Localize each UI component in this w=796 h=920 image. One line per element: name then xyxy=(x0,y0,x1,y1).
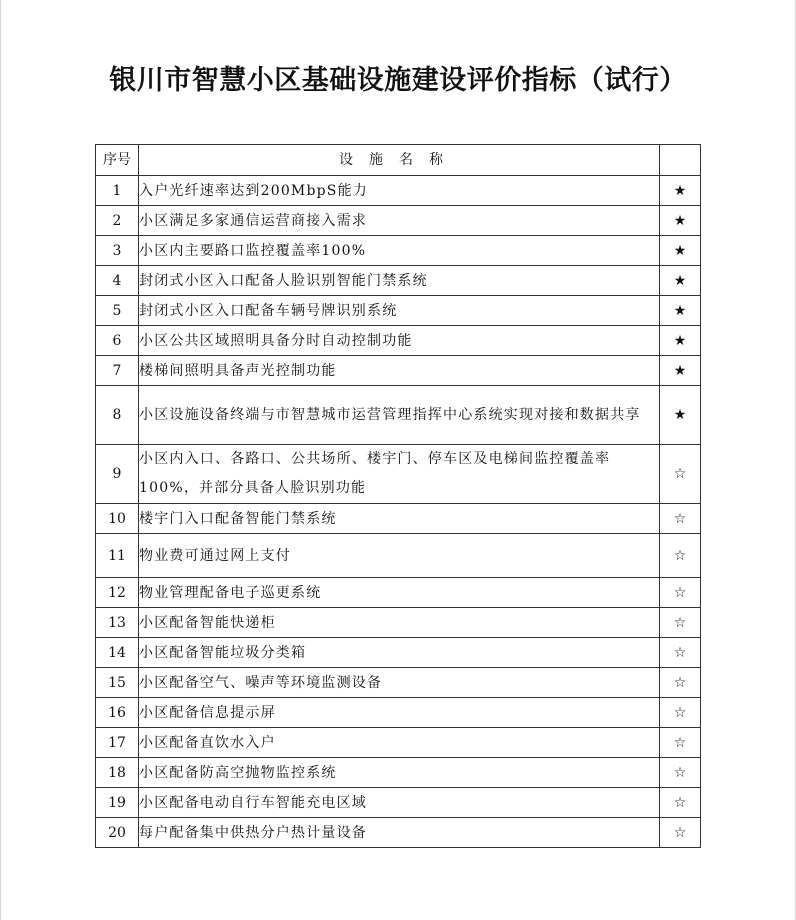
required-star-icon: ★ xyxy=(660,176,701,206)
header-facility-name: 设施名称 xyxy=(139,145,660,176)
optional-star-icon: ☆ xyxy=(660,668,701,698)
row-number: 19 xyxy=(96,788,139,818)
facility-name: 小区设施设备终端与市智慧城市运营管理指挥中心系统实现对接和数据共享 xyxy=(139,386,660,445)
required-star-icon: ★ xyxy=(660,326,701,356)
row-number: 14 xyxy=(96,638,139,668)
row-number: 16 xyxy=(96,698,139,728)
optional-star-icon: ☆ xyxy=(660,608,701,638)
required-star-icon: ★ xyxy=(660,386,701,445)
row-number: 7 xyxy=(96,356,139,386)
table-header-row xyxy=(96,145,701,176)
table-row xyxy=(96,296,701,326)
optional-star-icon: ☆ xyxy=(660,445,701,504)
table-row xyxy=(96,608,701,638)
row-number: 13 xyxy=(96,608,139,638)
facility-name: 小区配备直饮水入户 xyxy=(139,728,660,758)
table-row xyxy=(96,266,701,296)
row-number: 8 xyxy=(96,386,139,445)
table-row xyxy=(96,356,701,386)
facility-name: 物业费可通过网上支付 xyxy=(139,534,660,578)
facility-index-table xyxy=(95,144,701,848)
optional-star-icon: ☆ xyxy=(660,818,701,848)
header-mark xyxy=(660,145,701,176)
row-number: 4 xyxy=(96,266,139,296)
row-number: 18 xyxy=(96,758,139,788)
row-number: 20 xyxy=(96,818,139,848)
table-row xyxy=(96,386,701,445)
facility-name: 小区配备电动自行车智能充电区域 xyxy=(139,788,660,818)
table-row xyxy=(96,176,701,206)
facility-name: 物业管理配备电子巡更系统 xyxy=(139,578,660,608)
row-number: 12 xyxy=(96,578,139,608)
table-row xyxy=(96,326,701,356)
optional-star-icon: ☆ xyxy=(660,728,701,758)
required-star-icon: ★ xyxy=(660,236,701,266)
facility-name: 封闭式小区入口配备车辆号牌识别系统 xyxy=(139,296,660,326)
row-number: 15 xyxy=(96,668,139,698)
row-number: 9 xyxy=(96,445,139,504)
facility-name: 小区配备智能垃圾分类箱 xyxy=(139,638,660,668)
row-number: 1 xyxy=(96,176,139,206)
table-row xyxy=(96,578,701,608)
row-number: 17 xyxy=(96,728,139,758)
facility-name: 小区配备空气、噪声等环境监测设备 xyxy=(139,668,660,698)
optional-star-icon: ☆ xyxy=(660,698,701,728)
table-row xyxy=(96,758,701,788)
required-star-icon: ★ xyxy=(660,356,701,386)
table-row xyxy=(96,206,701,236)
row-number: 11 xyxy=(96,534,139,578)
optional-star-icon: ☆ xyxy=(660,578,701,608)
optional-star-icon: ☆ xyxy=(660,788,701,818)
header-serial-number: 序号 xyxy=(96,145,139,176)
facility-name: 小区配备智能快递柜 xyxy=(139,608,660,638)
optional-star-icon: ☆ xyxy=(660,534,701,578)
optional-star-icon: ☆ xyxy=(660,504,701,534)
facility-name: 小区内主要路口监控覆盖率100% xyxy=(139,236,660,266)
facility-name: 小区满足多家通信运营商接入需求 xyxy=(139,206,660,236)
facility-name: 小区公共区域照明具备分时自动控制功能 xyxy=(139,326,660,356)
facility-name: 小区配备防高空抛物监控系统 xyxy=(139,758,660,788)
facility-name: 楼梯间照明具备声光控制功能 xyxy=(139,356,660,386)
facility-name: 楼宇门入口配备智能门禁系统 xyxy=(139,504,660,534)
table-row xyxy=(96,534,701,578)
required-star-icon: ★ xyxy=(660,206,701,236)
row-number: 10 xyxy=(96,504,139,534)
required-star-icon: ★ xyxy=(660,296,701,326)
table-row xyxy=(96,788,701,818)
row-number: 5 xyxy=(96,296,139,326)
optional-star-icon: ☆ xyxy=(660,638,701,668)
table-row xyxy=(96,818,701,848)
required-star-icon: ★ xyxy=(660,266,701,296)
row-number: 2 xyxy=(96,206,139,236)
page-edge-left xyxy=(0,0,1,920)
table-row xyxy=(96,445,701,504)
table-row xyxy=(96,638,701,668)
table-row xyxy=(96,668,701,698)
table-row xyxy=(96,504,701,534)
table-row xyxy=(96,728,701,758)
table-row xyxy=(96,236,701,266)
facility-name: 每户配备集中供热分户热计量设备 xyxy=(139,818,660,848)
facility-name: 入户光纤速率达到200MbpS能力 xyxy=(139,176,660,206)
row-number: 3 xyxy=(96,236,139,266)
row-number: 6 xyxy=(96,326,139,356)
facility-name: 小区内入口、各路口、公共场所、楼宇门、停车区及电梯间监控覆盖率100%，并部分具备人脸识别功能 xyxy=(139,445,660,504)
facility-name: 小区配备信息提示屏 xyxy=(139,698,660,728)
table-row xyxy=(96,698,701,728)
optional-star-icon: ☆ xyxy=(660,758,701,788)
facility-name: 封闭式小区入口配备人脸识别智能门禁系统 xyxy=(139,266,660,296)
document-title: 银川市智慧小区基础设施建设评价指标（试行） xyxy=(109,65,687,96)
